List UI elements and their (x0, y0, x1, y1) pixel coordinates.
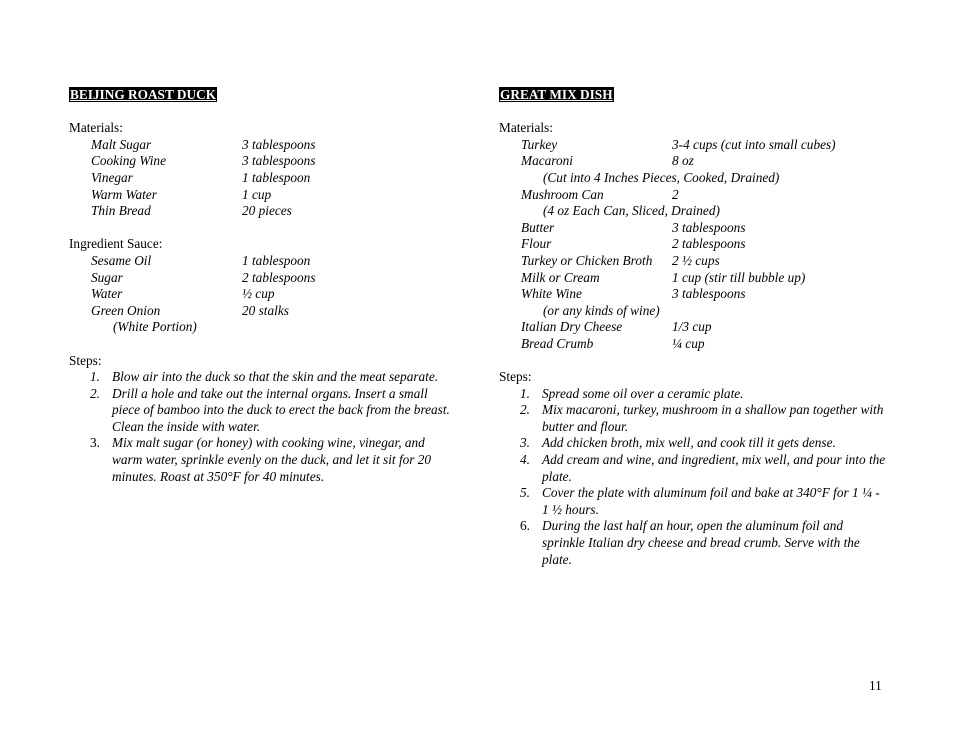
ingredient-row: Water ½ cup (91, 286, 275, 302)
recipe-title: BEIJING ROAST DUCK (70, 87, 217, 102)
steps-list (69, 369, 469, 485)
materials-label: Materials: (499, 120, 553, 136)
step-item: 5. Cover the plate with aluminum foil and bake at 340°F for 1 ¼ - 1 ½ hours. (520, 485, 880, 517)
step-item: 1. Blow air into the duck so that the skin and the meat separate. (90, 369, 439, 385)
ingredient-row: Flour 2 tablespoons (521, 236, 746, 252)
sauce-label: Ingredient Sauce: (69, 236, 163, 252)
materials-list (69, 137, 469, 220)
ingredient-row: Italian Dry Cheese 1/3 cup (521, 319, 712, 335)
ingredient-row: Warm Water 1 cup (91, 186, 272, 202)
steps-list (499, 386, 899, 569)
ingredient-row: Bread Crumb ¼ cup (521, 335, 705, 351)
step-item: 6. During the last half an hour, open the aluminum foil and sprinkle Italian dry cheese and bread crumb. Serve with the plate. (520, 518, 860, 567)
page-number: 11 (869, 678, 882, 693)
step-item: 2. Drill a hole and take out the internal organs. Insert a small piece of bamboo into the duck to erect the back from the breast. Clean the inside with water. (90, 385, 450, 434)
ingredient-row: White Wine 3 tablespoons (521, 286, 746, 302)
materials-label: Materials: (69, 120, 123, 136)
sauce-list (69, 253, 469, 336)
step-item: 1. Spread some oil over a ceramic plate. (520, 385, 744, 401)
ingredient-row: Mushroom Can 2 (521, 186, 679, 202)
step-item: 2. Mix macaroni, turkey, mushroom in a shallow pan together with butter and flour. (520, 402, 884, 434)
ingredient-row: Milk or Cream 1 cup (stir till bubble up) (521, 269, 806, 285)
ingredient-note: (or any kinds of wine) (543, 302, 660, 318)
ingredient-row: Sugar 2 tablespoons (91, 269, 316, 285)
ingredient-row: Malt Sugar 3 tablespoons (91, 136, 316, 152)
ingredient-row: Turkey 3-4 cups (cut into small cubes) (521, 136, 836, 152)
ingredient-row: Thin Bread 20 pieces (91, 203, 292, 219)
ingredient-note: (4 oz Each Can, Sliced, Drained) (543, 203, 720, 219)
materials-list (499, 137, 899, 353)
recipe-great-mix-dish (499, 87, 899, 568)
ingredient-row: Macaroni 8 oz (521, 153, 694, 169)
ingredient-row: Cooking Wine 3 tablespoons (91, 153, 316, 169)
ingredient-row: Turkey or Chicken Broth 2 ½ cups (521, 252, 720, 268)
ingredient-note: (White Portion) (113, 319, 197, 335)
recipe-beijing-roast-duck (69, 87, 469, 485)
ingredient-row: Butter 3 tablespoons (521, 219, 746, 235)
step-item: 3. Add chicken broth, mix well, and cook till it gets dense. (520, 435, 836, 451)
steps-label: Steps: (69, 352, 102, 368)
step-item: 3. Mix malt sugar (or honey) with cooking wine, vinegar, and warm water, sprinkle evenly on the duck, and let it sit for 20 minutes. Roast at 350°F for 40 minutes. (90, 435, 432, 484)
ingredient-note: (Cut into 4 Inches Pieces, Cooked, Drained) (543, 169, 780, 185)
ingredient-row: Sesame Oil 1 tablespoon (91, 252, 311, 268)
recipe-title: GREAT MIX DISH (500, 87, 613, 102)
steps-label: Steps: (499, 369, 532, 385)
ingredient-row: Green Onion 20 stalks (91, 302, 289, 318)
step-item: 4. Add cream and wine, and ingredient, mix well, and pour into the plate. (520, 452, 886, 484)
ingredient-row: Vinegar 1 tablespoon (91, 169, 311, 185)
